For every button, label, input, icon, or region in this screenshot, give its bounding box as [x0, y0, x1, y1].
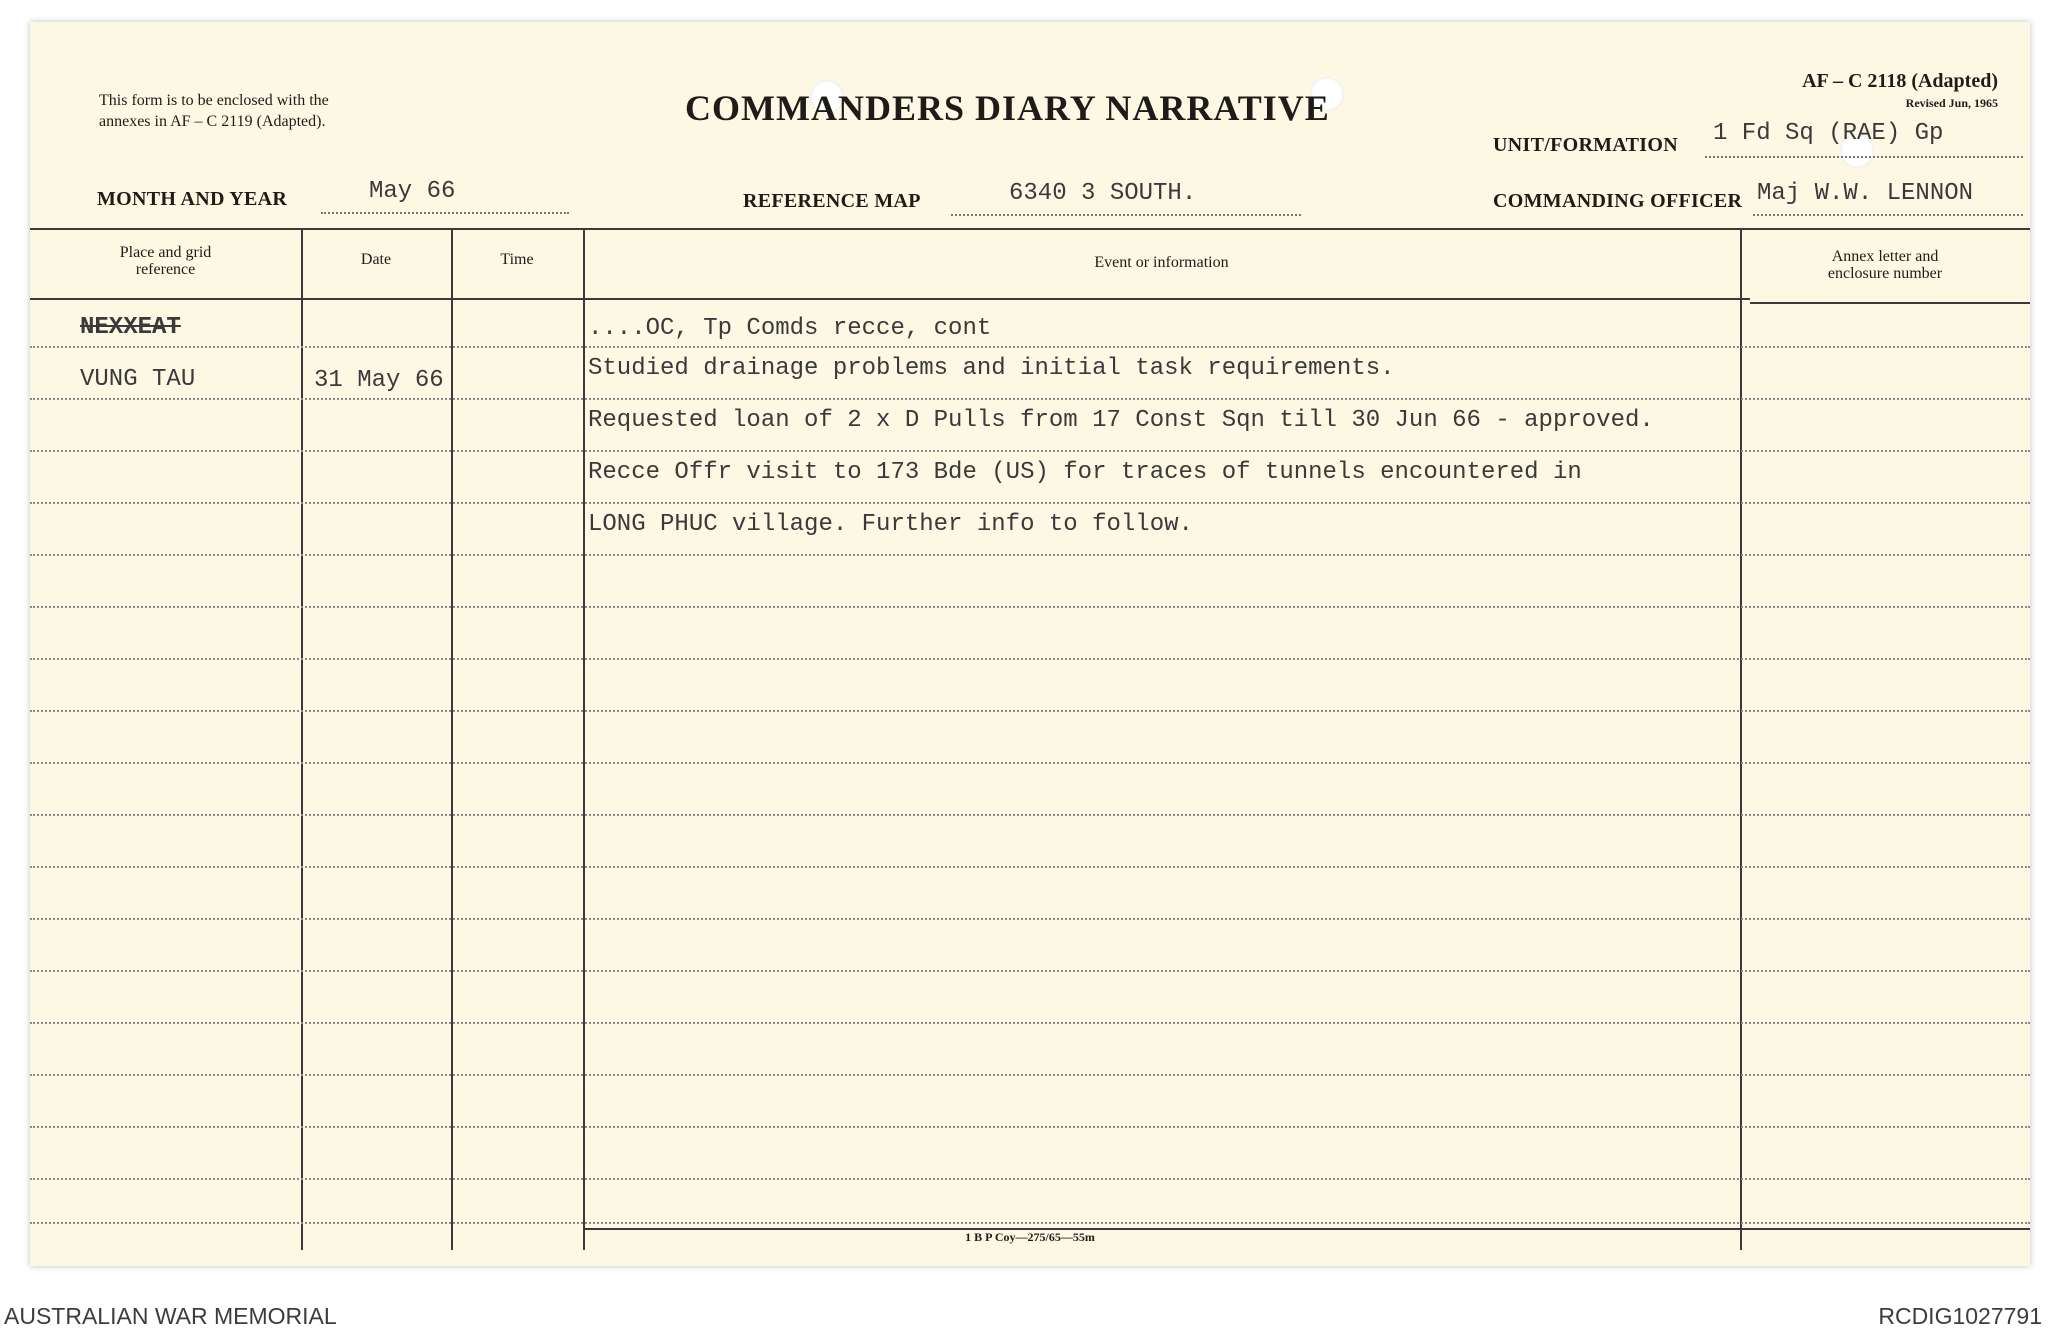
column-divider-date	[451, 228, 453, 1250]
enclosure-note	[99, 90, 329, 132]
page-title: COMMANDERS DIARY NARRATIVE	[685, 88, 1330, 128]
annex-header-bottom-border	[1750, 302, 2030, 304]
row-rule	[30, 1022, 2030, 1024]
commanding-officer-line	[1753, 180, 2023, 216]
revised-date: Revised Jun, 1965	[1905, 96, 1998, 110]
commanding-officer-field	[1493, 180, 2045, 218]
column-header-place	[30, 244, 301, 278]
row-rule	[30, 814, 2030, 816]
column-divider-place	[301, 228, 303, 1250]
reference-map-line	[951, 180, 1301, 216]
enclosure-note-line1: This form is to be enclosed with the	[99, 92, 329, 109]
archive-id: RCDIG1027791	[1878, 1303, 2042, 1329]
column-header-place-line1: Place and grid	[119, 244, 212, 261]
column-divider-time	[583, 228, 585, 1250]
unit-formation-line	[1705, 120, 2023, 158]
row-rule	[30, 1126, 2030, 1128]
enclosure-note-line2: annexes in AF – C 2119 (Adapted).	[99, 113, 326, 130]
row-rule	[30, 606, 2030, 608]
row-rule	[30, 918, 2030, 920]
table-row-place: NEXXEAT	[80, 314, 181, 341]
table-row-event: ....OC, Tp Comds recce, cont	[588, 315, 992, 342]
form-number: AF – C 2118 (Adapted)	[1802, 70, 1998, 92]
column-header-place-line2: reference	[135, 261, 196, 278]
commanding-officer-value: Maj W.W. LENNON	[1757, 180, 1974, 207]
row-rule	[30, 554, 2030, 556]
table-row-event: LONG PHUC village. Further info to follow.	[588, 511, 1193, 538]
month-year-value: May 66	[369, 178, 456, 205]
row-rule	[30, 398, 2030, 400]
header-bottom-border	[30, 298, 1750, 300]
row-rule	[30, 1074, 2030, 1076]
row-rule	[30, 658, 2030, 660]
table-row-event: Requested loan of 2 x D Pulls from 17 Const Sqn till 30 Jun 66 - approved.	[588, 407, 1654, 434]
column-header-annex-line2: enclosure number	[1827, 265, 1943, 282]
column-header-annex	[1740, 248, 2030, 282]
row-rule	[30, 970, 2030, 972]
unit-formation-field	[1493, 120, 2045, 158]
column-header-date: Date	[360, 251, 392, 268]
unit-formation-label: UNIT/FORMATION	[1493, 134, 1678, 156]
row-rule	[30, 346, 2030, 348]
row-rule	[30, 502, 2030, 504]
form-sheet	[30, 22, 2030, 1266]
month-year-label: MONTH AND YEAR	[97, 188, 288, 210]
table-row-event: Recce Offr visit to 173 Bde (US) for traces of tunnels encountered in	[588, 459, 1582, 486]
commanding-officer-label: COMMANDING OFFICER	[1493, 190, 1743, 212]
row-rule	[30, 710, 2030, 712]
column-header-event: Event or information	[1094, 254, 1229, 271]
column-header-annex-line1: Annex letter and	[1831, 248, 1939, 265]
table-row-date: 31 May 66	[314, 367, 444, 394]
archive-name: AUSTRALIAN WAR MEMORIAL	[4, 1303, 337, 1329]
row-rule	[30, 450, 2030, 452]
row-rule	[30, 762, 2030, 764]
table-row-event: Studied drainage problems and initial task requirements.	[588, 355, 1395, 382]
reference-map-value: 6340 3 SOUTH.	[1009, 180, 1197, 207]
unit-formation-value: 1 Fd Sq (RAE) Gp	[1713, 120, 1944, 147]
month-year-field	[97, 178, 597, 216]
row-rule	[30, 866, 2030, 868]
table-top-border	[30, 228, 2030, 230]
row-rule	[30, 1222, 2030, 1224]
month-year-line	[321, 178, 569, 214]
row-rule	[30, 1178, 2030, 1180]
table-row-place: VUNG TAU	[80, 366, 196, 393]
column-divider-event	[1740, 228, 1742, 1250]
print-code: 1 B P Coy—275/65—55m	[965, 1230, 1095, 1244]
reference-map-field	[743, 180, 1343, 218]
column-header-time: Time	[500, 251, 534, 268]
reference-map-label: REFERENCE MAP	[743, 190, 921, 212]
